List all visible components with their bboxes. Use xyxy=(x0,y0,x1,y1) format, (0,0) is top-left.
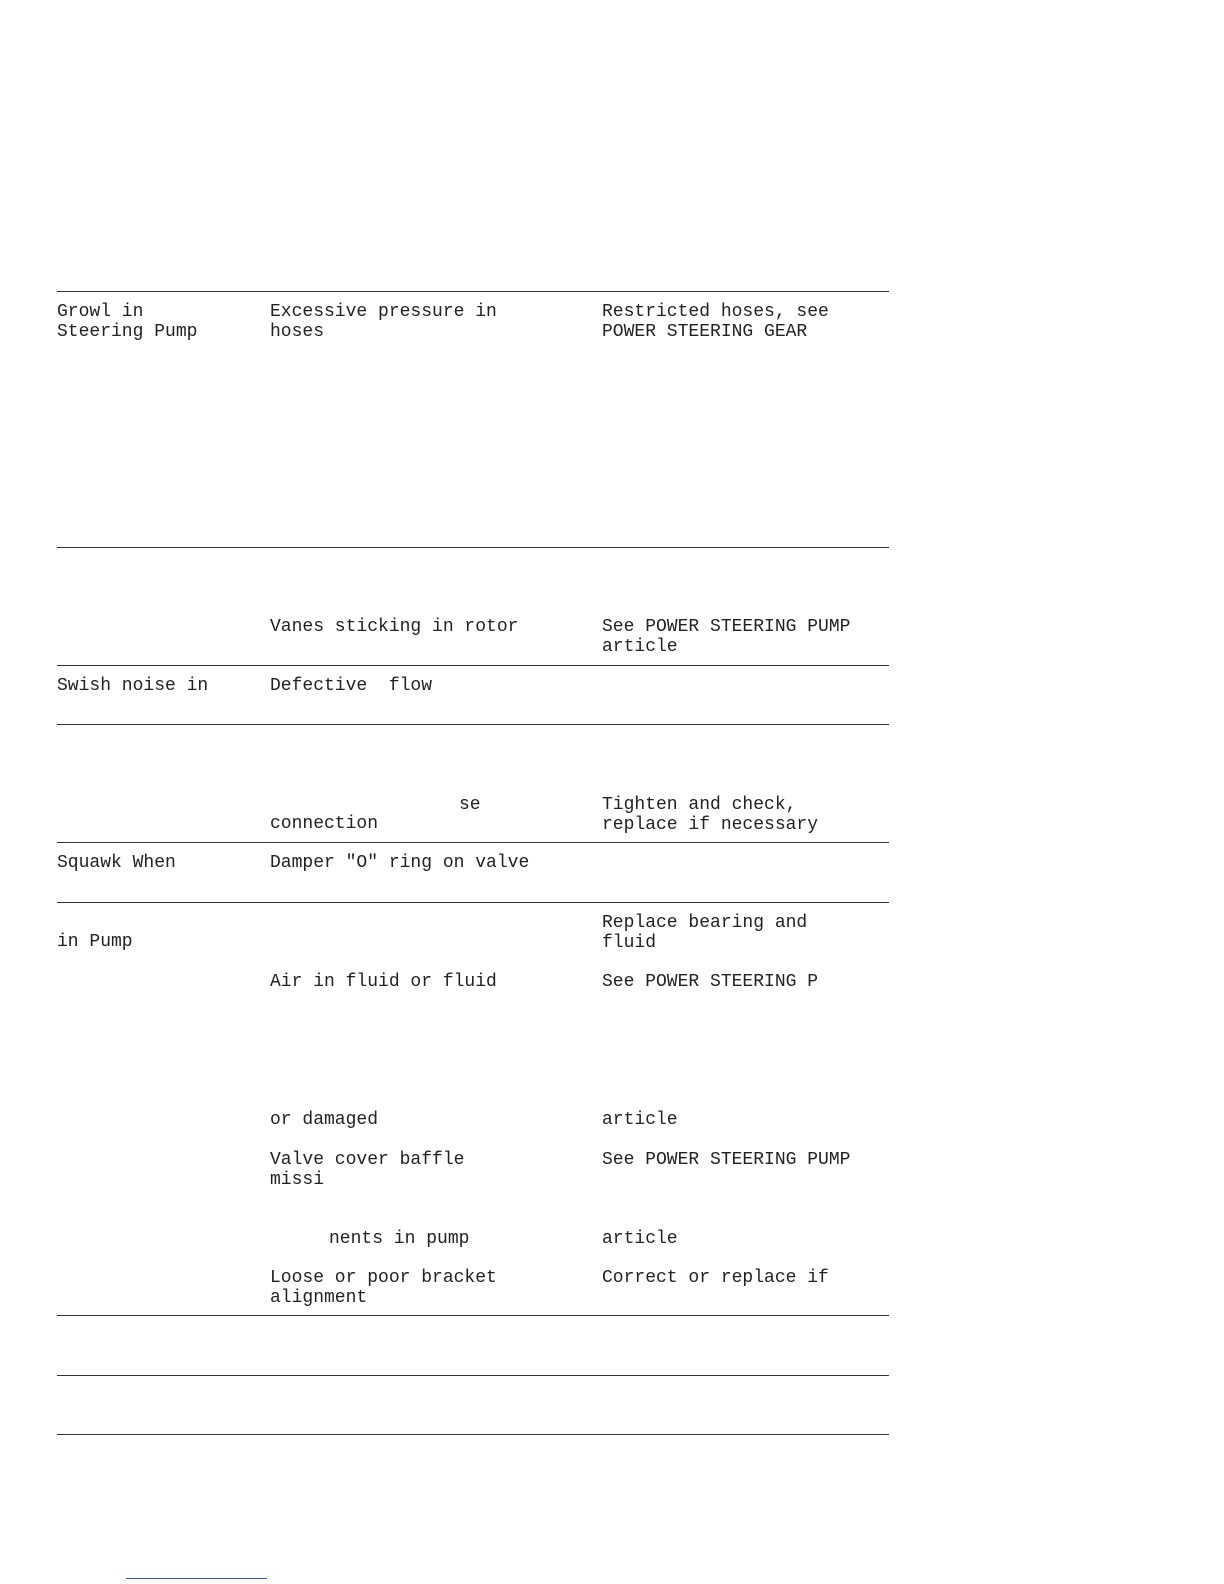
cause-cell: or damaged xyxy=(270,1110,379,1130)
condition-cell: Growl in Steering Pump xyxy=(57,302,198,342)
table-rule-top xyxy=(57,291,889,292)
table-rule xyxy=(57,1315,889,1316)
table-rule xyxy=(57,547,889,548)
cause-cell: Defective flow xyxy=(270,676,433,696)
cause-cell-fragment: se xyxy=(459,795,481,815)
table-rule xyxy=(57,1375,889,1376)
cause-cell: Valve cover baffle missi xyxy=(270,1150,465,1190)
cause-cell: connection xyxy=(270,814,379,834)
table-rule xyxy=(57,842,889,843)
correction-cell: See POWER STEERING PUMP xyxy=(602,1150,851,1170)
correction-cell: See POWER STEERING PUMP article xyxy=(602,617,851,657)
cause-cell: Air in fluid or fluid xyxy=(270,972,497,992)
condition-cell: Squawk When xyxy=(57,853,176,873)
table-rule xyxy=(57,902,889,903)
cause-cell: nents in pump xyxy=(329,1229,470,1249)
correction-cell: Replace bearing and fluid xyxy=(602,913,808,953)
correction-cell: article xyxy=(602,1229,678,1249)
correction-cell: article xyxy=(602,1110,678,1130)
table-rule xyxy=(57,724,889,725)
footer-link-underline[interactable] xyxy=(126,1578,267,1579)
correction-cell: Correct or replace if xyxy=(602,1268,829,1288)
condition-cell: in Pump xyxy=(57,932,133,952)
correction-cell: Restricted hoses, see POWER STEERING GEAR xyxy=(602,302,829,342)
cause-cell: Vanes sticking in rotor xyxy=(270,617,519,637)
cause-cell: Damper "O" ring on valve xyxy=(270,853,530,873)
condition-cell: Swish noise in xyxy=(57,676,209,696)
table-rule xyxy=(57,665,889,666)
cause-cell: Excessive pressure in hoses xyxy=(270,302,497,342)
cause-cell: Loose or poor bracket alignment xyxy=(270,1268,497,1308)
table-rule-bottom xyxy=(57,1434,889,1435)
correction-cell: See POWER STEERING P xyxy=(602,972,819,992)
correction-cell: Tighten and check, replace if necessary xyxy=(602,795,819,835)
